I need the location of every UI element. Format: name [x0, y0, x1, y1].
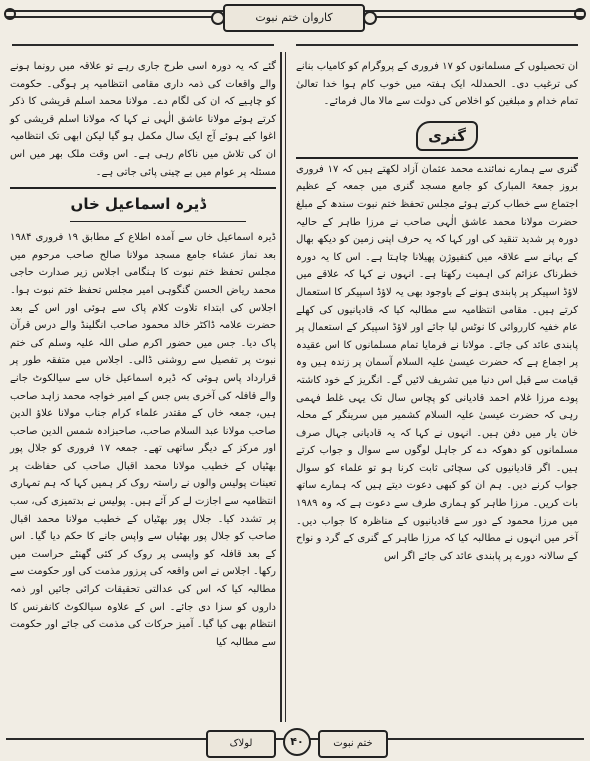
left-column-top-text: گئے کہ یہ دورہ اسی طرح جاری رہے تو علاقہ میں رونما ہونے والے واقعات کی ذمہ داری مقامی انتظامیہ پر ہوگی۔ حکومت کو چاہیے کہ ان کی لگام دے۔ مولانا محمد اسلم قریشی کا ذکر کرتے ہوئے مولانا عاشق الٰہی نے کہا کہ مولانا اسلم قریشی کو اغوا کیے ہوئے آج ایک سال مکمل ہو گیا لیکن ابھی تک انتظامیہ ان کی تلاش میں ناکام رہی ہے۔ اس وقت ملک بھر میں اس مسئلہ پر عوام میں بے چینی پائی جاتی ہے۔: [10, 61, 276, 178]
footer-right-tag: ختم نبوت: [318, 730, 388, 758]
section-title-dera-underline: [70, 221, 246, 222]
footer-left-tag: لولاک: [206, 730, 276, 758]
section-title-gunri-underline: [296, 157, 578, 159]
header-corner-ornament-left: [4, 8, 16, 20]
left-column: [10, 58, 276, 740]
header-magazine-tag: کاروان ختم نبوت: [223, 4, 365, 32]
left-column-top-rule: [12, 44, 274, 46]
right-column: [296, 58, 578, 740]
column-divider-inner: [285, 52, 286, 722]
section-title-gunri: گنری: [416, 121, 478, 151]
right-column-top-rule: [296, 44, 578, 46]
section-title-dera-ismail-khan: ڈیرہ اسماعیل خاں: [70, 195, 206, 214]
right-column-intro-text: ان تحصیلوں کے مسلمانوں کو ۱۷ فروری کے پروگرام کو کامیاب بنانے کی ترغیب دی۔ الحمدللہ ایک ہفتہ میں خوب کام ہوا خدا تعالیٰ تمام خدام و مبلغین کو اخلاص کی دولت سے مالا مال فرمائے۔: [296, 61, 578, 108]
section-title-dera-top-rule: [10, 187, 276, 189]
left-column-body-text: ڈیرہ اسماعیل خاں سے آمدہ اطلاع کے مطابق ۱۹ فروری ۱۹۸۴ بعد نماز عشاء جامع مسجد مولانا صالح صاحب مرحوم میں مجلس تحفظ ختم نبوت کا ہنگامی اجلاس زیر صدارت حاجی محمد ریاض الحسن گنگوہی امیر مجلس تحفظ ختم نبوت ہوا۔ اجلاس کی ابتداء تلاوت کلام پاک سے ہوئی اور اس کے بعد حضرت علامہ ڈاکٹر خالد محمود صاحب انگلینڈ والے درس قرآن پاک دیا۔ جس میں حضور اکرم صلی اللہ علیہ وسلم کی ختم نبوت پر تفصیل سے روشنی ڈالی۔ اجلاس میں متفقہ طور پر قرارداد پاس ہوئی کہ ڈیرہ اسماعیل خاں سے سیالکوٹ جانے والے قافلہ کی آخری بس جس کے امیر خواجہ محمد زاہد صاحب ہیں، جمعہ خاں کے مقتدر علماء کرام جناب مولانا علاؤ الدین صاحب مولانا عبد السلام صاحب، صاحبزادہ شمس الدین صاحب اور مرکز کے دیگر ساتھی تھے۔ جمعہ ۱۷ فروری کو جلال پور بھٹیاں کے خطیب مولانا محمد اقبال صاحب کی حفاظت پر تعینات پولیس والوں نے راستہ روک کر ہمیں کہا کہ ہم تمہاری انتظامیہ سے اجازت لے کر آئے ہیں۔ پولیس نے بدتمیزی کی، سب پر تشدد کیا۔ جلال پور بھٹیاں کے خطیب مولانا محمد اقبال صاحب کو جلال پور بھٹیاں سے واپس جانے کا حکم دیا گیا۔ اس کے بعد قافلہ کو واپسی پر روک کر کئی گھنٹے حراست میں رکھا۔ اجلاس نے اس واقعہ کی پرزور مذمت کی اور حکومت سے مطالبہ کیا کہ اس کی عدالتی تحقیقات کرائی جائیں اور ذمہ داروں کو سزا دی جائے۔ اس کے علاوہ سیالکوٹ کانفرنس کا انتظام بھی کیا گیا۔ آمیز حرکات کی مذمت کی جائے اور حکومت سے مطالبہ کیا: [10, 232, 276, 648]
right-column-body-text: گنری سے ہمارے نمائندے محمد عثمان آزاد لکھتے ہیں کہ ۱۷ فروری بروز جمعۃ المبارک کو جامع مسجد گنری میں جمعہ کے عظیم اجتماع سے خطاب کرتے ہوئے مجلس تحفظ ختم نبوت سندھ کے مبلغ حضرت مولانا محمد عاشق الٰہی صاحب نے مرزا طاہر کے حالیہ دورہ پر شدید تنقید کی اور کہا کہ یہ حرف اپنی زمین کو دیکھ بھال کے بہانے سے علاقہ میں کنفیوژن پھیلانا چاہتا ہے۔ اس کا یہ دورہ خطرناک عزائم کی اہمیت رکھتا ہے۔ انہوں نے کہا کہ علاقے میں لاؤڈ اسپیکر پر پابندی ہونے کے باوجود بھی یہ لاؤڈ اسپیکر کا استعمال کرتے ہیں۔ مقامی انتظامیہ سے مطالبہ کیا کہ قادیانیوں کی کھلے عام خفیہ کارروائی کا نوٹس لیا جائے اور لاؤڈ اسپیکر کے استعمال پر پابندی عائد کی جائے۔ مولانا نے فرمایا تمام مسلمانوں کا اس عقیدہ پر اجماع ہے کہ حضرت عیسیٰ علیہ السلام آسمان پر زندہ ہیں وہ قیامت سے قبل اس دنیا میں تشریف لائیں گے۔ انگریز کے خود کاشتہ پودے مرزا غلام احمد قادیانی کو پچاس سال تک یہی غلط فہمی رہی کہ حضرت عیسیٰ علیہ السلام کشمیر میں سرینگر کے محلہ خان یار میں دفن ہیں۔ انہوں نے کہا کہ یہ قادیانی جہال صرف مسلمانوں کو دھوکہ دے کر جاہل لوگوں سے سوال و جواب کرتے ہیں۔ اگر قادیانیوں کی سچائی ثابت کرنا ہو تو علماء کو سوال جواب کرنے دیں۔ ہم ان کو کبھی دعوت دیتے ہیں کہ ہمارے ساتھ بات کریں۔ مرزا طاہر کو ہماری طرف سے دعوت ہے کہ وہ ۱۹۸۹ میں مرزا محمود کے دور سے قادیانیوں کے مناظرہ کا جواب دیں۔ آخر میں انہوں نے مطالبہ کیا کہ مرزا طاہر کے گنری کے گرد و نواح کے سالانہ دورے پر پابندی عائد کی جائے اگر اس: [296, 163, 578, 562]
column-divider: [280, 52, 282, 722]
page-footer: [0, 726, 590, 761]
section-heading-gunri: [296, 111, 578, 161]
section-heading-dera-ismail-khan: [10, 181, 276, 229]
page-header: [0, 0, 590, 40]
header-corner-ornament-right: [574, 8, 586, 20]
page-number: ۴۰: [283, 728, 311, 756]
